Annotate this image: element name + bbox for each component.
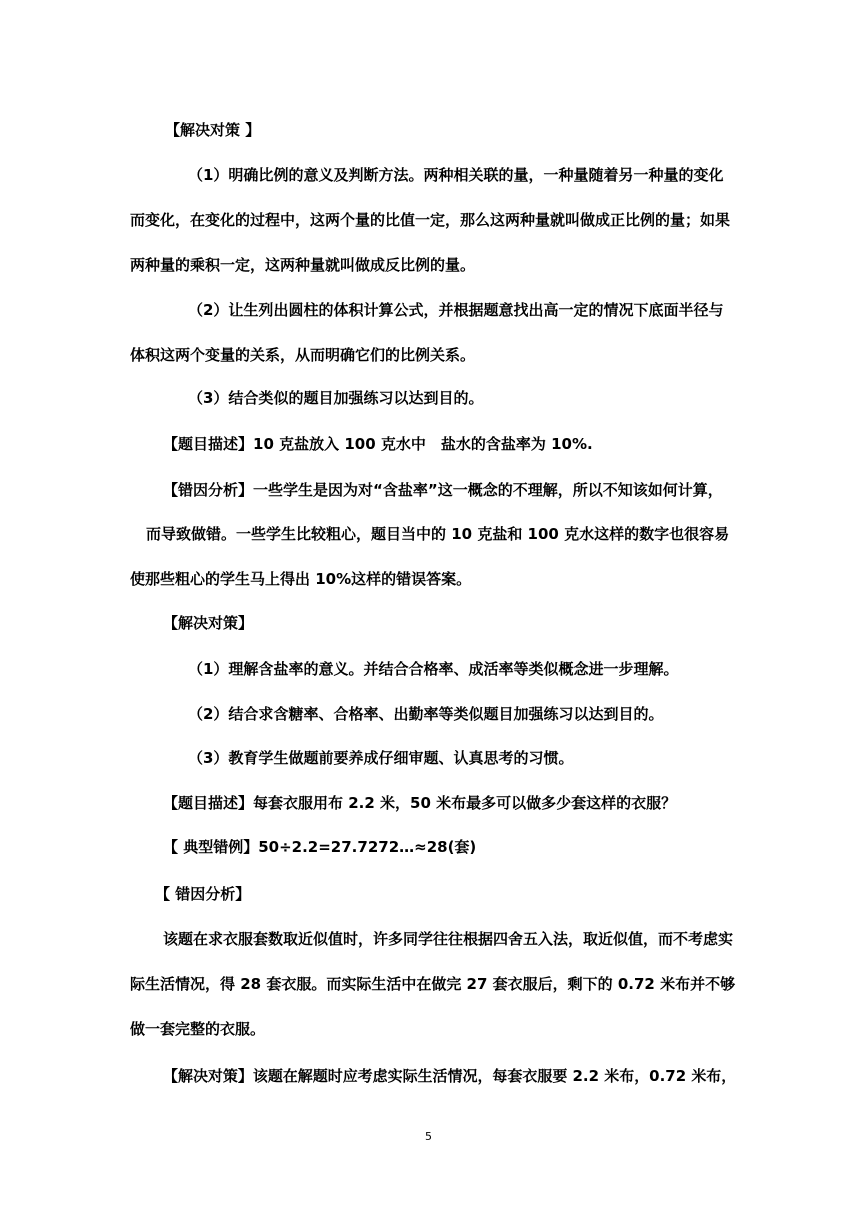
paragraph-line: 使那些粗心的学生马上得出 10%这样的错误答案。 (130, 570, 472, 588)
paragraph-line: 两种量的乘积一定，这两种量就叫做成反比例的量。 (130, 256, 476, 274)
typical-error-line: 【 典型错例】50÷2.2=27.7272…≈28(套) (163, 838, 477, 856)
paragraph-line: 做一套完整的衣服。 (130, 1020, 266, 1038)
paragraph-line: （1）明确比例的意义及判断方法。两种相关联的量，一种量随着另一种量的变化 (188, 166, 724, 184)
paragraph-line: （1）理解含盐率的意义。并结合合格率、成活率等类似概念进一步理解。 (188, 660, 679, 678)
solution-line: 【解决对策】该题在解题时应考虑实际生活情况，每套衣服要 2.2 米布，0.72 米布， (163, 1067, 737, 1085)
section-heading: 【解决对策 】 (165, 121, 261, 139)
paragraph-line: （2）结合求含糖率、合格率、出勤率等类似题目加强练习以达到目的。 (188, 705, 664, 723)
paragraph-line: 而导致做错。一些学生比较粗心，题目当中的 10 克盐和 100 克水这样的数字也很容易 (146, 525, 730, 543)
section-heading: 【解决对策】 (163, 614, 254, 632)
error-analysis-line: 【错因分析】一些学生是因为对“含盐率”这一概念的不理解，所以不知该如何计算， (163, 481, 723, 499)
problem-description: 【题目描述】10 克盐放入 100 克水中 盐水的含盐率为 10%. (163, 435, 593, 453)
paragraph-line: （2）让生列出圆柱的体积计算公式，并根据题意找出高一定的情况下底面半径与 (188, 301, 724, 319)
paragraph-line: （3）教育学生做题前要养成仔细审题、认真思考的习惯。 (188, 749, 574, 767)
paragraph-line: 际生活情况，得 28 套衣服。而实际生活中在做完 27 套衣服后，剩下的 0.72 米布并不够 (130, 975, 736, 993)
paragraph-line: 而变化，在变化的过程中，这两个量的比值一定，那么这两种量就叫做成正比例的量；如果 (130, 211, 731, 229)
paragraph-line: 该题在求衣服套数取近似值时，许多同学往往根据四舍五入法，取近似值，而不考虑实 (163, 930, 734, 948)
problem-description: 【题目描述】每套衣服用布 2.2 米，50 米布最多可以做多少套这样的衣服？ (163, 794, 677, 812)
paragraph-line: （3）结合类似的题目加强练习以达到目的。 (188, 389, 484, 407)
paragraph-line: 体积这两个变量的关系，从而明确它们的比例关系。 (130, 346, 476, 364)
section-heading: 【 错因分析】 (155, 885, 251, 903)
page-number: 5 (425, 1130, 432, 1143)
